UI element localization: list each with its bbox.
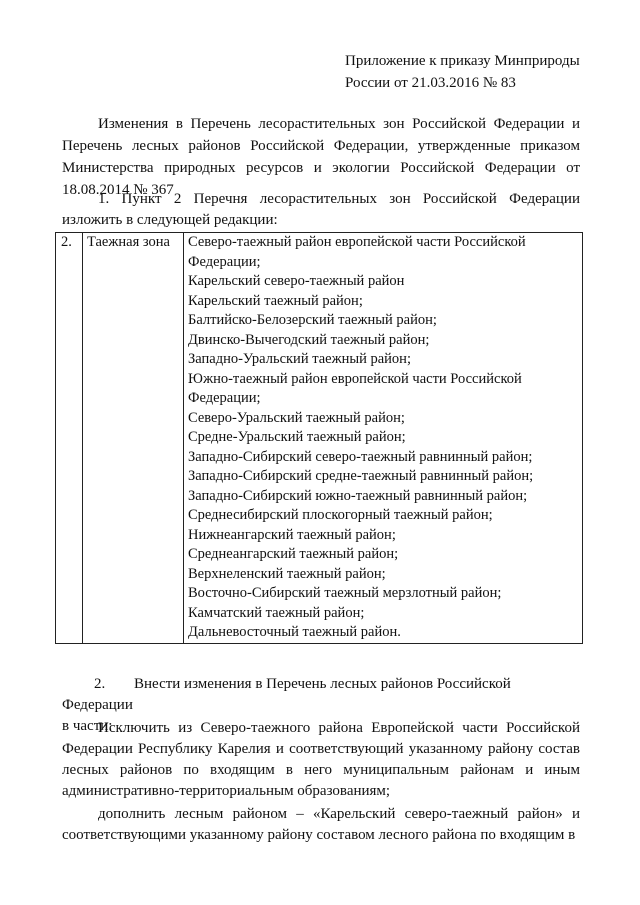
region-line: Северо-Уральский таежный район; xyxy=(188,409,405,426)
point-2-text: Внести изменения в Перечень лесных районов Российской Федерации xyxy=(62,676,511,713)
region-line: Дальневосточный таежный район. xyxy=(188,624,401,640)
point-2-number: 2. xyxy=(94,676,106,692)
region-line: Среднесибирский плоскогорный таежный район; xyxy=(188,507,493,523)
region-line: Среднеангарский таежный район; xyxy=(188,546,399,562)
region-line: Западно-Сибирский средне-таежный равнинный район; xyxy=(188,468,534,484)
appendix-line-2: России от 21.03.2016 № 83 xyxy=(345,75,516,91)
region-line: Северо-таежный район европейской части Российской xyxy=(188,234,526,250)
region-line: Камчатский таежный район; xyxy=(188,604,365,621)
appendix-header xyxy=(345,50,615,94)
region-line: Западно-Сибирский южно-таежный равнинный район; xyxy=(188,487,528,504)
region-line: Западно-Сибирский северо-таежный равнинный район; xyxy=(188,448,533,465)
region-line: Верхнеленский таежный район; xyxy=(188,565,386,582)
document-title: Изменения в Перечень лесорастительных зон Российской Федерации и Перечень лесных районов Российской Федерации, утвержденные приказом Министерства природных ресурсов и экологии Российской Федерации от 18.08.2014 № 367 xyxy=(62,116,580,198)
paragraph-exclude: Исключить из Северо-таежного района Европейской части Российской Федерации Республику Карелия и соответствующий указанному району состав лесных районов по входящим в него муниципальным районам и иным административно-территориальным образованиям; xyxy=(62,720,580,799)
paragraph-add: дополнить лесным районом – «Карельский северо-таежный район» и соответствующими указанному району составом лесного района по входящим в xyxy=(62,806,580,843)
table-row xyxy=(56,233,583,644)
point-1-text: 1. Пункт 2 Перечня лесорастительных зон Российской Федерации изложить в следующей редакции: xyxy=(62,191,580,228)
region-line: Федерации; xyxy=(188,253,261,270)
zone-name: Таежная зона xyxy=(83,233,184,644)
zone-number: 2. xyxy=(56,233,83,644)
region-line: Восточно-Сибирский таежный мерзлотный район; xyxy=(188,585,502,601)
region-line: Южно-таежный район европейской части Российской xyxy=(188,370,522,387)
region-line: Карельский северо-таежный район xyxy=(188,273,405,289)
zone-regions-cell xyxy=(184,233,583,644)
forest-zones-table xyxy=(55,232,583,644)
region-line: Нижнеангарский таежный район; xyxy=(188,526,396,543)
region-line: Карельский таежный район; xyxy=(188,292,363,309)
appendix-line-1: Приложение к приказу Минприроды xyxy=(345,53,580,69)
region-line: Западно-Уральский таежный район; xyxy=(188,351,411,367)
region-line: Балтийско-Белозерский таежный район; xyxy=(188,312,437,328)
region-line: Двинско-Вычегодский таежный район; xyxy=(188,331,430,348)
region-line: Федерации; xyxy=(188,390,261,406)
point-2-line-2: в части: xyxy=(62,718,113,734)
region-line: Средне-Уральский таежный район; xyxy=(188,429,406,445)
